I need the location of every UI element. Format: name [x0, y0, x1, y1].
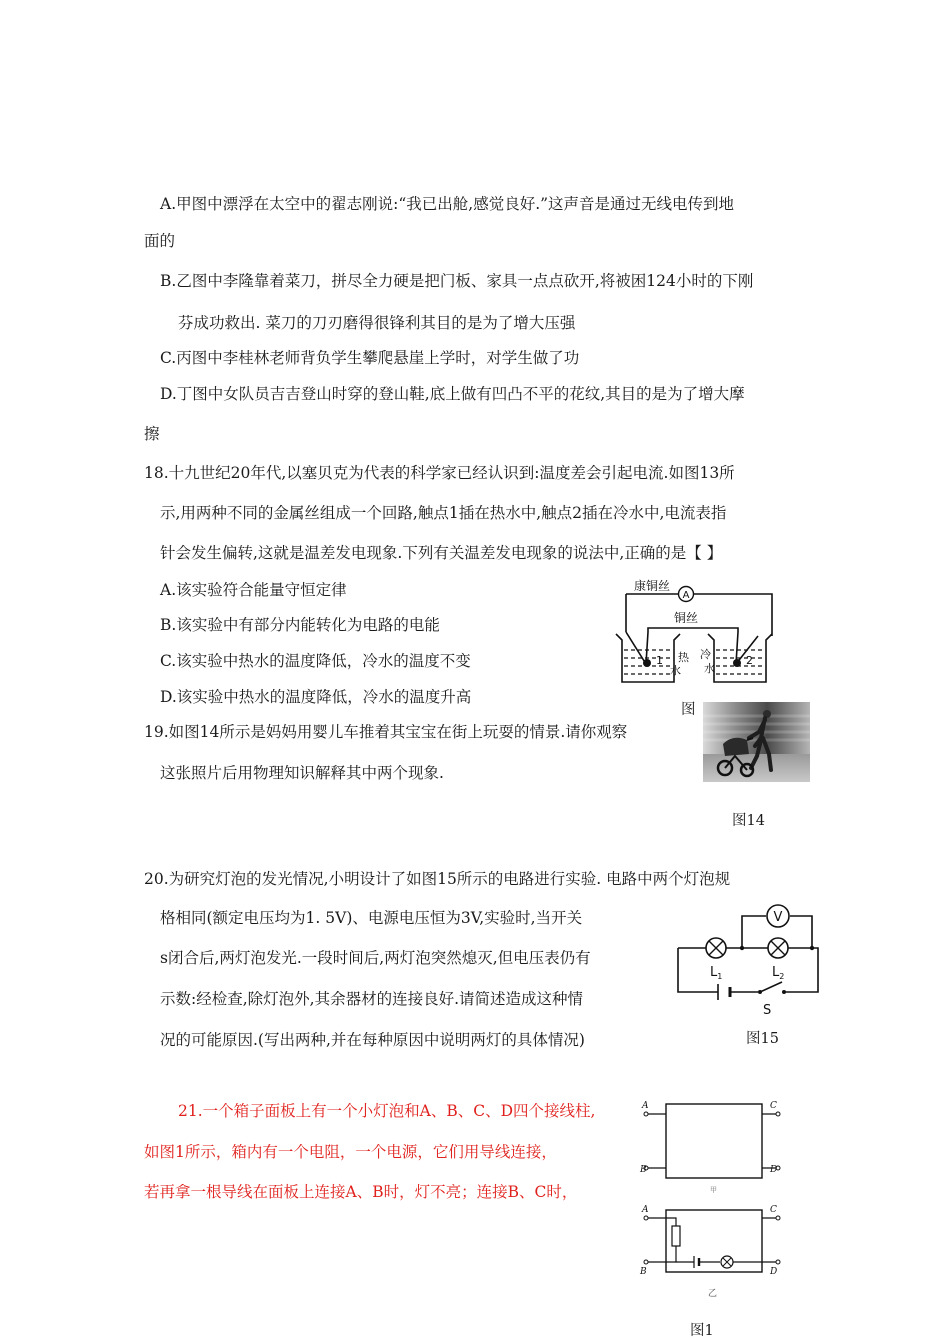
q20-stem-line1: 20.为研究灯泡的发光情况,小明设计了如图15所示的电路进行实验. 电路中两个灯泡规	[144, 870, 731, 888]
stroller-photo	[703, 702, 810, 782]
terminal-box-figure	[632, 1094, 792, 1306]
q20-stem-line4: 示数:经检查,除灯泡外,其余器材的连接良好.请简述造成这种情	[160, 990, 584, 1008]
box-yi-label: 乙	[708, 1289, 718, 1299]
q18-stem-line1: 18.十九世纪20年代,以塞贝克为代表的科学家已经认识到:温度差会引起电流.如图13所	[144, 464, 735, 482]
q17-option-d-line2: 擦	[144, 425, 160, 443]
constantan-wire-label: 康铜丝	[634, 579, 671, 593]
q21-stem-line1: 21.一个箱子面板上有一个小灯泡和A、B、C、D四个接线柱,	[178, 1102, 596, 1120]
q21-stem-line2: 如图1所示，箱内有一个电阻，一个电源，它们用导线连接，	[144, 1143, 557, 1161]
q21-stem-line3: 若再拿一根导线在面板上连接A、B时，灯不亮；连接B、C时，	[144, 1183, 578, 1201]
figure-1-caption: 图1	[690, 1323, 714, 1339]
q17-option-d-line1: D.丁图中女队员吉吉登山时穿的登山鞋,底上做有凹凸不平的花纹,其目的是为了增大摩	[160, 385, 745, 403]
lamp-l1-icon	[706, 938, 726, 958]
q20-stem-line2: 格相同(额定电压均为1. 5V)、电源电压恒为3V,实验时,当开关	[160, 909, 583, 927]
thermocouple-figure	[608, 578, 778, 690]
voltmeter-label: V	[773, 910, 783, 925]
lamp-l1-label: $L_1$	[710, 965, 723, 981]
terminal-b-label-2: B	[640, 1267, 647, 1277]
q19-stem-line2: 这张照片后用物理知识解释其中两个现象.	[160, 764, 444, 782]
q18-stem-line3: 针会发生偏转,这就是温差发电现象.下列有关温差发电现象的说法中,正确的是【 】	[160, 544, 723, 562]
q17-option-b-line1: B.乙图中李隆靠着菜刀，拼尽全力硬是把门板、家具一点点砍开,将被困124小时的下刚	[160, 272, 754, 290]
figure-15-caption: 图15	[746, 1031, 779, 1047]
q17-option-c: C.丙图中李桂林老师背负学生攀爬悬崖上学时，对学生做了功	[160, 349, 580, 367]
cold-water-beaker	[708, 632, 772, 682]
terminal-c-label: C	[770, 1101, 777, 1111]
q19-stem-line1: 19.如图14所示是妈妈用婴儿车推着其宝宝在街上玩耍的情景.请你观察	[144, 723, 628, 741]
figure-13-caption: 图	[681, 702, 696, 718]
q18-stem-line2: 示,用两种不同的金属丝组成一个回路,触点1插在热水中,触点2插在冷水中,电流表指	[160, 504, 727, 522]
resistor-icon	[672, 1226, 680, 1246]
q17-option-a-line1: A.甲图中漂浮在太空中的翟志刚说:“我已出舱,感觉良好.”这声音是通过无线电传到地	[160, 195, 735, 213]
copper-wire-label: 铜丝	[674, 611, 699, 625]
box-yi	[644, 1210, 780, 1272]
junction-1-label: 1	[656, 654, 663, 667]
figure-14-caption: 图14	[732, 813, 765, 829]
q17-option-a-line2: 面的	[144, 232, 176, 250]
q18-option-d: D.该实验中热水的温度降低，冷水的温度升高	[160, 688, 472, 706]
hot-label: 热	[678, 651, 689, 664]
lamp-l2-label: $L_2$	[772, 965, 785, 981]
hot-water-label: 水	[670, 664, 681, 677]
cold-label: 冷	[700, 648, 711, 661]
cold-water-label: 水	[704, 662, 715, 675]
q18-option-a: A.该实验符合能量守恒定律	[160, 581, 347, 599]
box-jia-label: 甲	[710, 1186, 717, 1194]
switch-label: S	[763, 1003, 772, 1018]
junction-2-label: 2	[746, 654, 753, 667]
terminal-a-label-2: A	[642, 1205, 649, 1215]
q18-option-c: C.该实验中热水的温度降低，冷水的温度不变	[160, 652, 471, 670]
switch-icon	[758, 982, 786, 994]
terminal-d-label: D	[770, 1165, 778, 1175]
terminal-b-label: B	[640, 1165, 647, 1175]
terminal-d-label-2: D	[770, 1267, 778, 1277]
battery-icon	[718, 984, 730, 1000]
terminal-c-label-2: C	[770, 1205, 777, 1215]
box-jia	[644, 1104, 780, 1178]
lamp-l2-icon	[768, 938, 788, 958]
q20-stem-line3: s闭合后,两灯泡发光.一段时间后,两灯泡突然熄灭,但电压表仍有	[160, 949, 591, 967]
lamp-circuit-figure	[668, 900, 828, 1018]
q18-option-b: B.该实验中有部分内能转化为电路的电能	[160, 616, 440, 634]
q17-option-b-line2: 芬成功救出. 菜刀的刀刃磨得很锋利其目的是为了增大压强	[178, 314, 576, 332]
q20-stem-line5: 况的可能原因.(写出两种,并在每种原因中说明两灯的具体情况)	[160, 1031, 585, 1049]
ammeter-label: A	[682, 590, 690, 601]
terminal-a-label: A	[642, 1101, 649, 1111]
